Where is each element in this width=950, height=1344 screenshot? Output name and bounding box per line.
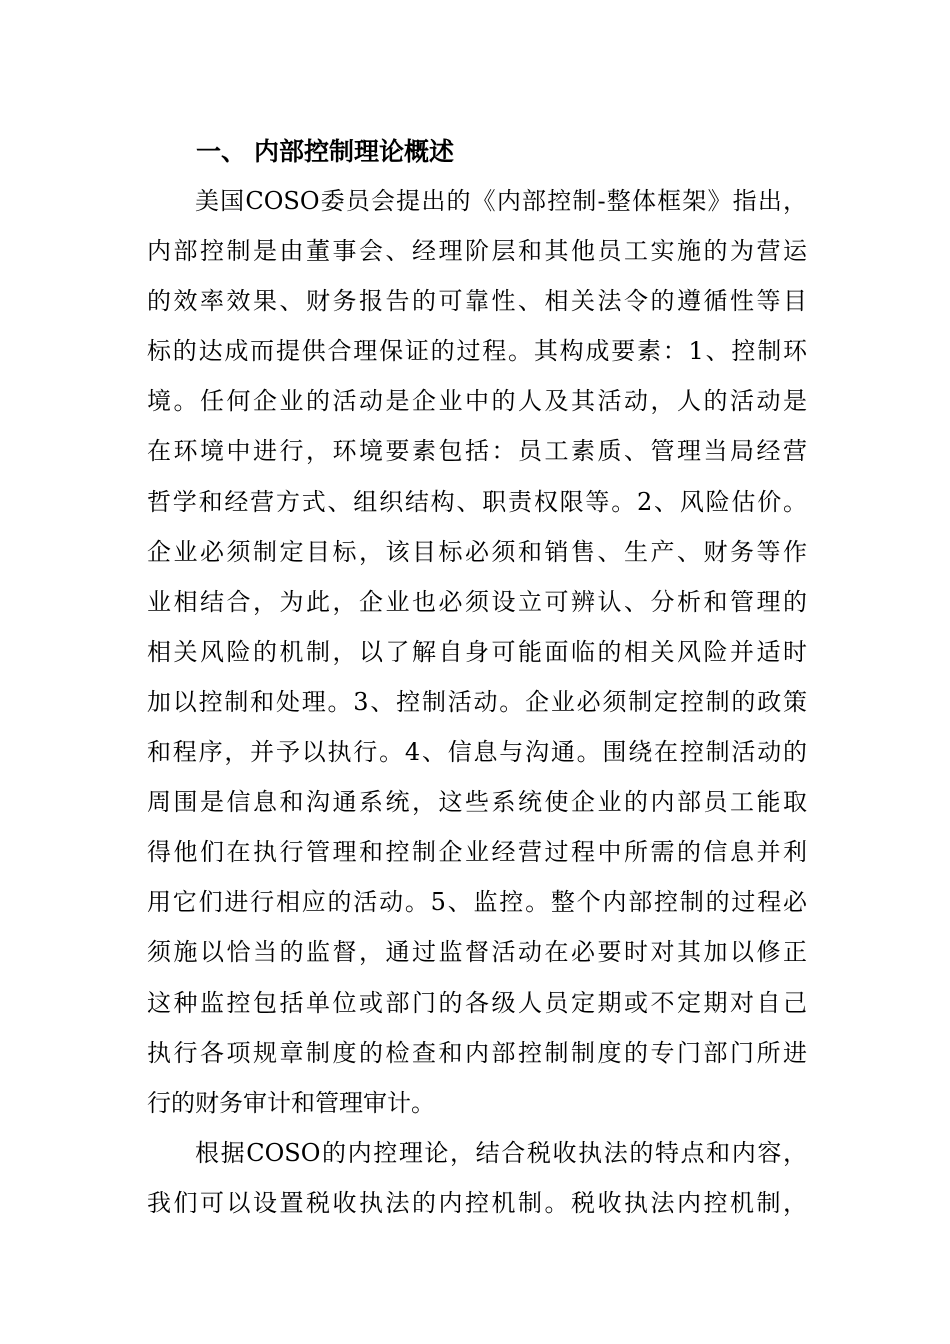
paragraph-line: 加以控制和处理。3、控制活动。企业必须制定控制的政策 [147,687,807,716]
paragraph-line: 周围是信息和沟通系统，这些系统使企业的内部员工能取 [147,788,807,817]
paragraph-line: 根据COSO的内控理论，结合税收执法的特点和内容， [195,1139,807,1167]
paragraph-coso-framework [147,176,807,1128]
paragraph-line: 哲学和经营方式、组织结构、职责权限等。2、风险估价。 [147,487,807,516]
paragraph-line: 我们可以设置税收执法的内控机制。税收执法内控机制， [147,1189,807,1218]
paragraph-line: 这种监控包括单位或部门的各级人员定期或不定期对自己 [147,988,807,1017]
paragraph-line: 相关风险的机制，以了解自身可能面临的相关风险并适时 [147,637,807,666]
paragraph-line: 得他们在执行管理和控制企业经营过程中所需的信息并利 [147,838,807,867]
paragraph-line: 境。任何企业的活动是企业中的人及其活动，人的活动是 [147,387,807,416]
paragraph-line: 标的达成而提供合理保证的过程。其构成要素：1、控制环 [147,337,807,366]
paragraph-line: 行的财务审计和管理审计。 [147,1088,435,1117]
paragraph-line: 执行各项规章制度的检查和内部控制制度的专门部门所进 [147,1038,807,1067]
paragraph-tax-enforcement [147,1128,807,1228]
paragraph-line: 业相结合，为此，企业也必须设立可辨认、分析和管理的 [147,587,807,616]
paragraph-line: 用它们进行相应的活动。5、监控。整个内部控制的过程必 [147,888,807,917]
section-title: 内部控制理论概述 [254,137,455,166]
paragraph-line: 和程序，并予以执行。4、信息与沟通。围绕在控制活动的 [147,738,807,767]
paragraph-line: 美国COSO委员会提出的《内部控制-整体框架》指出， [195,187,807,215]
paragraph-line: 的效率效果、财务报告的可靠性、相关法令的遵循性等目 [147,287,807,316]
paragraph-line: 内部控制是由董事会、经理阶层和其他员工实施的为营运 [147,237,807,266]
paragraph-line: 企业必须制定目标，该目标必须和销售、生产、财务等作 [147,537,807,566]
paragraph-line: 须施以恰当的监督，通过监督活动在必要时对其加以修正 [147,938,807,967]
section-heading [196,133,454,171]
section-number: 一、 [196,137,247,166]
paragraph-line: 在环境中进行，环境要素包括：员工素质、管理当局经营 [147,437,807,466]
